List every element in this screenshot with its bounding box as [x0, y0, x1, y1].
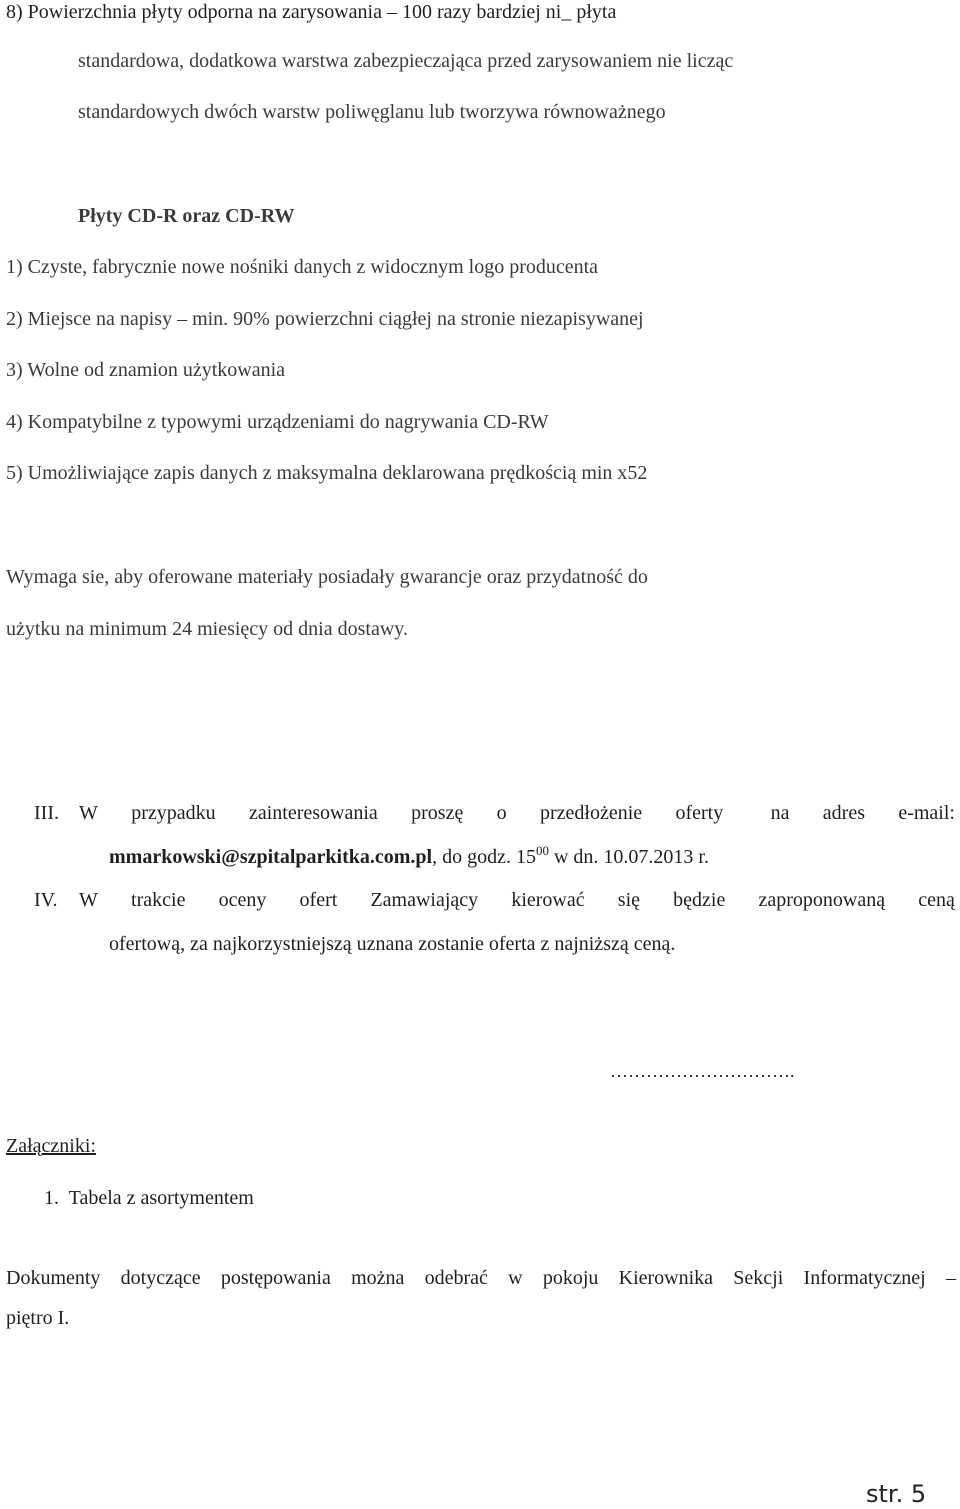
section4-line2: ofertową, za najkorzystniejszą uznana zostanie oferta z najniższą ceną.	[109, 933, 676, 955]
section4-word: trakcie	[131, 889, 186, 911]
section3-number: III.	[34, 802, 59, 824]
section3-word: W	[79, 802, 98, 824]
section3-word: zainteresowania	[248, 802, 378, 824]
section3-word: o	[496, 802, 507, 824]
cd-item-3: 3) Wolne od znamion użytkowania	[6, 359, 286, 381]
documents-word: Kierownika	[618, 1267, 714, 1289]
documents-word: można	[351, 1267, 405, 1289]
documents-word: Dokumenty	[6, 1267, 101, 1289]
section3-word: oferty	[675, 802, 724, 824]
section4-word: zaproponowaną	[758, 889, 886, 911]
attachments-label: Załączniki:	[6, 1135, 96, 1157]
item8-line1: 8) Powierzchnia płyty odporna na zarysowania – 100 razy bardziej ni_ płyta	[6, 1, 617, 23]
documents-word: Informatycznej	[803, 1267, 926, 1289]
documents-word: odebrać	[424, 1267, 488, 1289]
section4-word: się	[617, 889, 640, 911]
signature-dots: ………………………….	[610, 1061, 795, 1081]
section3-line1	[79, 801, 955, 825]
section4-line1	[79, 888, 955, 912]
documents-word: pokoju	[542, 1267, 599, 1289]
documents-line1	[6, 1266, 956, 1290]
section4-word: Zamawiający	[370, 889, 479, 911]
deadline-date: w dn. 10.07.2013 r.	[548, 846, 709, 868]
section3-word: proszę	[411, 802, 464, 824]
cd-item-4: 4) Kompatybilne z typowymi urządzeniami do nagrywania CD-RW	[6, 411, 549, 433]
section4-word: oceny	[218, 889, 267, 911]
cd-item-2: 2) Miejsce na napisy – min. 90% powierzchni ciągłej na stronie niezapisywanej	[6, 308, 644, 330]
warranty-line1: Wymaga sie, aby oferowane materiały posiadały gwarancje oraz przydatność do	[6, 566, 648, 588]
section4-word: W	[79, 889, 98, 911]
attachment-item-1: 1. Tabela z asortymentem	[44, 1187, 254, 1209]
section3-word: adres	[822, 802, 865, 824]
cd-item-5: 5) Umożliwiające zapis danych z maksymalna deklarowana prędkością min x52	[6, 462, 648, 484]
section4-word: kierować	[511, 889, 585, 911]
section3-word: e-mail:	[898, 802, 955, 824]
item8-line2: standardowa, dodatkowa warstwa zabezpieczająca przed zarysowaniem nie licząc	[78, 50, 734, 72]
contact-email[interactable]: mmarkowski@szpitalparkitka.com.pl	[109, 846, 433, 868]
section4-word: będzie	[673, 889, 726, 911]
section3-word: przedłożenie	[539, 802, 643, 824]
section3-line2	[109, 845, 709, 869]
item8-line3: standardowych dwóch warstw poliwęglanu lub tworzywa równoważnego	[78, 101, 666, 123]
section4-number: IV.	[34, 889, 58, 911]
section4-word: ceną	[918, 889, 955, 911]
warranty-line2: użytku na minimum 24 miesięcy od dnia dostawy.	[6, 618, 408, 640]
deadline-minutes: 00	[535, 843, 549, 858]
documents-word: Sekcji	[733, 1267, 784, 1289]
section4-word: ofert	[299, 889, 338, 911]
section3-word: przypadku	[131, 802, 216, 824]
deadline-text: , do godz. 15	[432, 846, 536, 868]
cd-item-1: 1) Czyste, fabrycznie nowe nośniki danych z widocznym logo producenta	[6, 256, 599, 278]
documents-word: w	[508, 1267, 523, 1289]
documents-word: dotyczące	[120, 1267, 201, 1289]
documents-line2: piętro I.	[6, 1307, 70, 1329]
documents-word: postępowania	[220, 1267, 331, 1289]
page-number: str. 5	[866, 1480, 927, 1508]
section3-word: na	[770, 802, 790, 824]
documents-word: –	[945, 1267, 956, 1289]
cd-section-heading: Płyty CD-R oraz CD-RW	[78, 205, 295, 227]
